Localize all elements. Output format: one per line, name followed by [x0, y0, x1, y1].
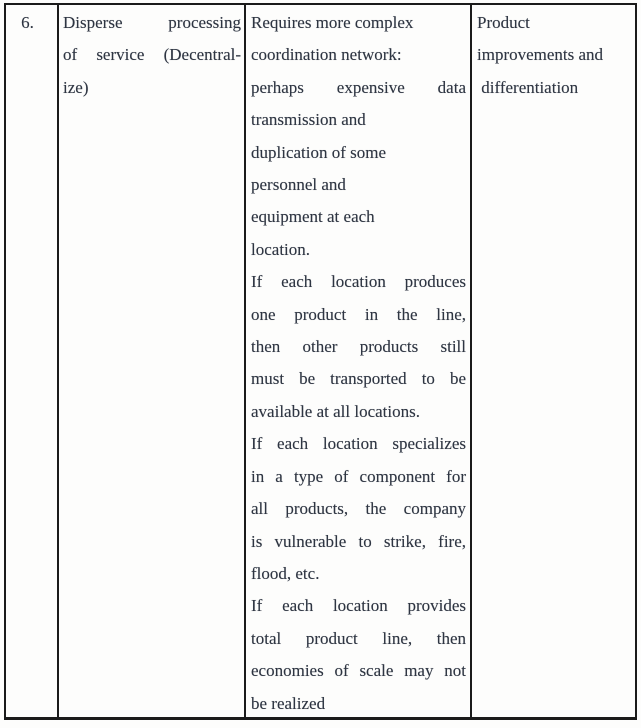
- text-line: must be transported to be: [251, 369, 466, 389]
- strategy-table: [4, 3, 637, 720]
- text-line: then other products still: [251, 337, 466, 357]
- text-line: personnel and: [251, 175, 346, 195]
- text-line: improvements and: [477, 45, 604, 65]
- text-line: differentiation: [477, 77, 579, 97]
- text-line: total product line, then: [251, 628, 466, 648]
- text-line: all products, the company: [251, 499, 466, 519]
- text-line: transmission and: [251, 110, 366, 130]
- text-line: is vulnerable to strike, fire,: [251, 531, 466, 551]
- action-cell: [59, 5, 246, 717]
- row-number-cell: [6, 5, 59, 717]
- details-cell: [246, 5, 472, 717]
- text-line: perhaps expensive data: [251, 77, 466, 97]
- text-line: Product: [477, 13, 530, 32]
- row-number: 6.: [21, 13, 34, 32]
- text-line: economies of scale may not: [251, 661, 466, 681]
- text-line: Requires more complex: [251, 13, 414, 32]
- text-line: Disperse processing: [63, 13, 241, 32]
- text-line: equipment at each: [251, 207, 375, 227]
- text-line: coordination network:: [251, 45, 402, 65]
- text-line: flood, etc.: [251, 563, 320, 583]
- text-line: duplication of some: [251, 142, 387, 162]
- text-line: available at all locations.: [251, 401, 420, 421]
- text-line: location.: [251, 239, 311, 259]
- text-line: ize): [63, 77, 89, 97]
- text-line: If each location produces: [251, 272, 466, 292]
- text-line: If each location specializes: [251, 434, 466, 454]
- text-line: be realized: [251, 693, 326, 713]
- text-line: one product in the line,: [251, 304, 466, 324]
- text-line: If each location provides: [251, 596, 466, 616]
- text-line: in a type of component for: [251, 466, 466, 486]
- strategy-cell: [472, 5, 635, 717]
- text-line: of service (Decentral-: [63, 45, 241, 65]
